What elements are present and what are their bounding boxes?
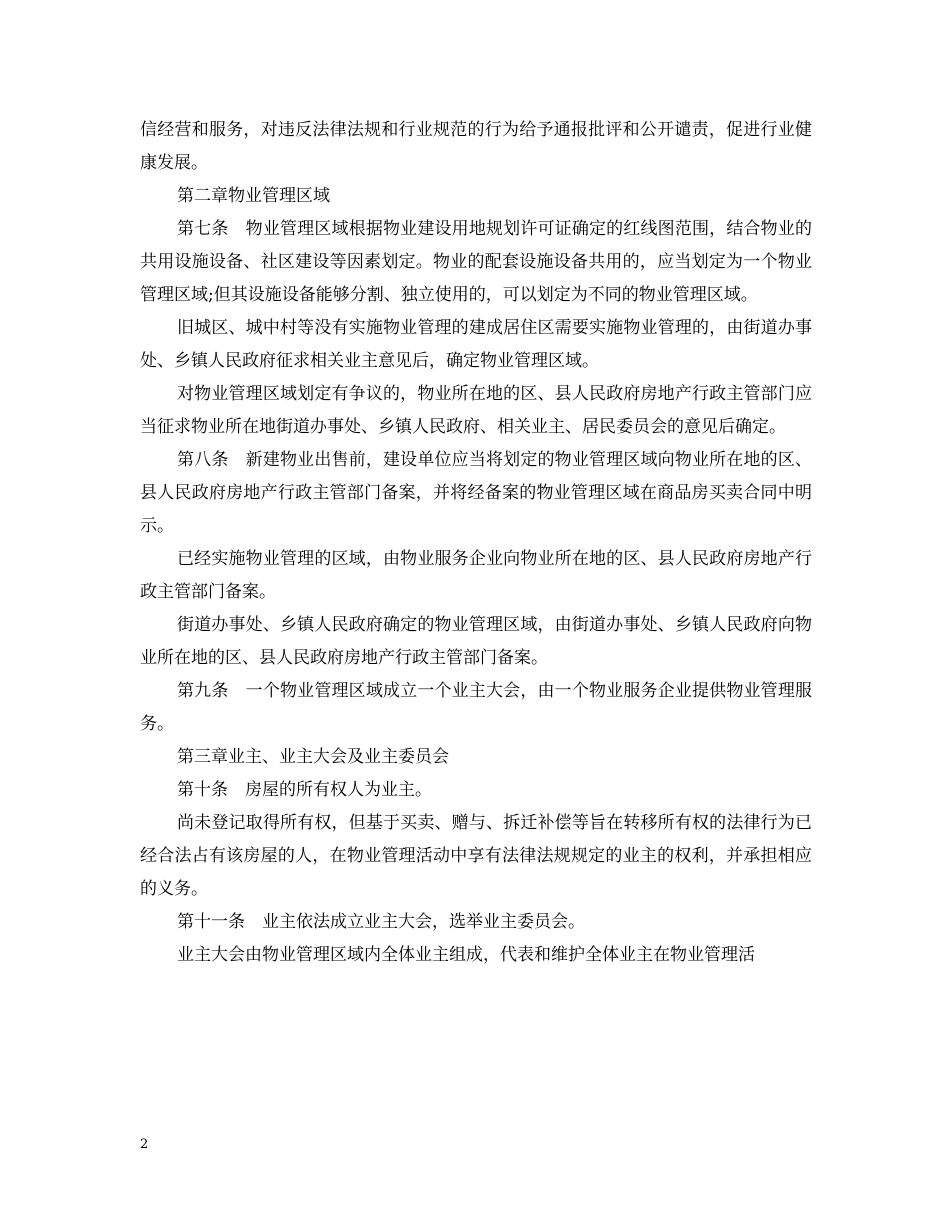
article-11: 第十一条 业主依法成立业主大会，选举业主委员会。 — [177, 912, 585, 932]
article-7: 第七条 物业管理区域根据物业建设用地规划许可证确定的红线图范围，结合物业的共用设施设备、社区建设等因素划定。物业的配套设施设备共用的，应当划定为一个物业管理区域;但其设施设备能够分割、独立使用的，可以划定为不同的物业管理区域。 — [140, 219, 812, 305]
article-8-paragraph-3: 街道办事处、乡镇人民政府确定的物业管理区域，由街道办事处、乡镇人民政府向物业所在地的区、县人民政府房地产行政主管部门备案。 — [140, 615, 812, 668]
paragraph-continuation: 信经营和服务，对违反法律法规和行业规范的行为给予通报批评和公开谴责，促进行业健康发展。 — [140, 120, 812, 173]
chapter-heading-3: 第三章业主、业主大会及业主委员会 — [177, 747, 449, 767]
article-7-paragraph-3: 对物业管理区域划定有争议的，物业所在地的区、县人民政府房地产行政主管部门应当征求物业所在地街道办事处、乡镇人民政府、相关业主、居民委员会的意见后确定。 — [140, 384, 812, 437]
article-10-paragraph-2: 尚未登记取得所有权，但基于买卖、赠与、拆迁补偿等旨在转移所有权的法律行为已经合法占有该房屋的人，在物业管理活动中享有法律法规规定的业主的权利，并承担相应的义务。 — [140, 813, 812, 899]
article-8-paragraph-2: 已经实施物业管理的区域，由物业服务企业向物业所在地的区、县人民政府房地产行政主管部门备案。 — [140, 549, 812, 602]
article-11-paragraph-2: 业主大会由物业管理区域内全体业主组成，代表和维护全体业主在物业管理活 — [177, 945, 755, 965]
chapter-heading-2: 第二章物业管理区域 — [177, 186, 330, 206]
page-number: 2 — [140, 1137, 149, 1152]
article-8: 第八条 新建物业出售前，建设单位应当将划定的物业管理区域向物业所在地的区、县人民政府房地产行政主管部门备案，并将经备案的物业管理区域在商品房买卖合同中明示。 — [140, 450, 812, 536]
article-10: 第十条 房屋的所有权人为业主。 — [177, 780, 432, 800]
article-7-paragraph-2: 旧城区、城中村等没有实施物业管理的建成居住区需要实施物业管理的，由街道办事处、乡镇人民政府征求相关业主意见后，确定物业管理区域。 — [140, 318, 812, 371]
article-9: 第九条 一个物业管理区域成立一个业主大会，由一个物业服务企业提供物业管理服务。 — [140, 681, 812, 734]
document-body — [140, 114, 812, 972]
